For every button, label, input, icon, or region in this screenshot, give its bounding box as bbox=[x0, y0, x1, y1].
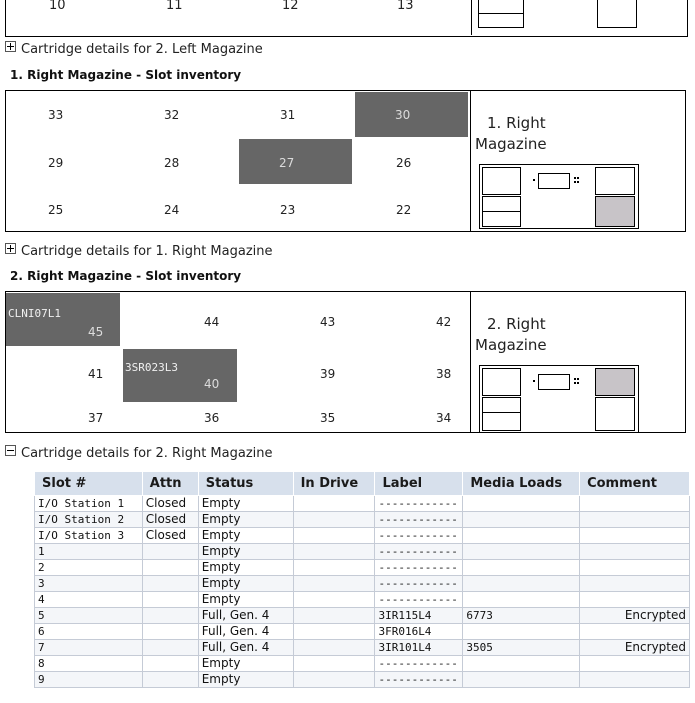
table-cell: Full, Gen. 4 bbox=[198, 640, 293, 656]
table-row bbox=[35, 560, 690, 576]
table-cell bbox=[463, 496, 580, 512]
table-cell: Empty bbox=[198, 528, 293, 544]
cartridge-label: CLNI07L1 bbox=[8, 307, 61, 320]
table-cell bbox=[580, 656, 690, 672]
table-cell bbox=[580, 544, 690, 560]
table-cell: 5 bbox=[35, 608, 143, 624]
table-row bbox=[35, 528, 690, 544]
drive-icon bbox=[538, 374, 570, 390]
table-cell bbox=[580, 576, 690, 592]
right-magazine-1-inventory bbox=[5, 90, 686, 232]
table-cell: ------------ bbox=[375, 512, 463, 528]
table-cell: Empty bbox=[198, 512, 293, 528]
cartridge-label: 3SR023L3 bbox=[125, 361, 178, 374]
slot-cell[interactable]: 33 bbox=[48, 108, 64, 122]
slot-number: 10 bbox=[49, 0, 66, 13]
table-cell: 4 bbox=[35, 592, 143, 608]
table-cell: Empty bbox=[198, 544, 293, 560]
table-cell bbox=[142, 592, 198, 608]
table-cell bbox=[463, 576, 580, 592]
table-cell: ------------ bbox=[375, 544, 463, 560]
slot-cell[interactable]: 29 bbox=[48, 156, 64, 170]
table-row bbox=[35, 544, 690, 560]
table-cell bbox=[142, 640, 198, 656]
column-header: Label bbox=[375, 472, 463, 496]
expand-icon[interactable] bbox=[5, 41, 16, 52]
magazine-diagram-slot-highlighted bbox=[595, 368, 635, 396]
table-cell: 9 bbox=[35, 672, 143, 688]
right-magazine-2-inventory bbox=[5, 291, 686, 433]
slot-cell[interactable]: 44 bbox=[204, 315, 220, 329]
table-cell: 8 bbox=[35, 656, 143, 672]
table-cell bbox=[580, 528, 690, 544]
table-cell bbox=[142, 656, 198, 672]
table-cell: Encrypted bbox=[580, 640, 690, 656]
slot-cell[interactable]: 34 bbox=[436, 411, 452, 425]
magazine-diagram bbox=[479, 164, 639, 229]
table-cell: 3IR101L4 bbox=[375, 640, 463, 656]
table-cell bbox=[580, 624, 690, 640]
column-header: Comment bbox=[580, 472, 690, 496]
magazine-diagram-slot bbox=[482, 397, 521, 431]
table-cell bbox=[293, 528, 375, 544]
slot-cell[interactable]: 38 bbox=[436, 367, 452, 381]
slot-cell[interactable]: 26 bbox=[396, 156, 412, 170]
magazine-graphic-slot bbox=[478, 0, 524, 28]
table-cell: Encrypted bbox=[580, 608, 690, 624]
table-cell: 3FR016L4 bbox=[375, 624, 463, 640]
table-row bbox=[35, 608, 690, 624]
slot-cell[interactable]: 23 bbox=[280, 203, 296, 217]
slot-cell[interactable]: 37 bbox=[88, 411, 104, 425]
slot-cell[interactable]: 31 bbox=[280, 108, 296, 122]
table-row bbox=[35, 672, 690, 688]
table-cell bbox=[293, 640, 375, 656]
table-cell bbox=[142, 624, 198, 640]
table-cell: I/O Station 1 bbox=[35, 496, 143, 512]
table-cell bbox=[293, 560, 375, 576]
table-cell bbox=[463, 672, 580, 688]
cartridge-details-toggle-right-2[interactable] bbox=[5, 445, 273, 461]
magazine-diagram-slot bbox=[482, 167, 521, 195]
slot-cell[interactable]: 24 bbox=[164, 203, 180, 217]
table-cell: Closed bbox=[142, 528, 198, 544]
table-cell bbox=[463, 544, 580, 560]
magazine-graphic-label: 1. Right Magazine bbox=[475, 114, 547, 153]
toggle-label: Cartridge details for 2. Left Magazine bbox=[21, 42, 263, 57]
inventory-title: 2. Right Magazine - Slot inventory bbox=[10, 269, 242, 283]
slot-cell-full[interactable]: 27 bbox=[239, 139, 352, 184]
table-cell: ------------ bbox=[375, 592, 463, 608]
column-header: Media Loads bbox=[463, 472, 580, 496]
table-cell: Full, Gen. 4 bbox=[198, 624, 293, 640]
magazine-graphic bbox=[470, 292, 687, 432]
table-cell: Empty bbox=[198, 592, 293, 608]
cartridge-details-table bbox=[34, 471, 690, 688]
table-cell: Empty bbox=[198, 496, 293, 512]
magazine-diagram-slot bbox=[595, 167, 635, 195]
column-header: Slot # bbox=[35, 472, 143, 496]
table-row bbox=[35, 512, 690, 528]
table-row bbox=[35, 624, 690, 640]
table-cell bbox=[293, 608, 375, 624]
table-cell: 6773 bbox=[463, 608, 580, 624]
table-cell: 1 bbox=[35, 544, 143, 560]
table-cell: Full, Gen. 4 bbox=[198, 608, 293, 624]
slot-cell[interactable]: 43 bbox=[320, 315, 336, 329]
table-cell bbox=[142, 672, 198, 688]
table-cell: ------------ bbox=[375, 496, 463, 512]
table-header-row bbox=[35, 472, 690, 496]
slot-cell-full[interactable]: CLNI07L1 45 bbox=[6, 293, 120, 346]
slot-cell[interactable]: 28 bbox=[164, 156, 180, 170]
table-cell bbox=[293, 496, 375, 512]
table-cell: ------------ bbox=[375, 528, 463, 544]
slot-cell-full[interactable]: 30 bbox=[355, 92, 468, 137]
slot-cell[interactable]: 39 bbox=[320, 367, 336, 381]
table-cell: 2 bbox=[35, 560, 143, 576]
table-cell bbox=[580, 592, 690, 608]
column-header: Status bbox=[198, 472, 293, 496]
table-cell bbox=[463, 528, 580, 544]
toggle-label: Cartridge details for 2. Right Magazine bbox=[21, 446, 273, 461]
table-cell bbox=[142, 608, 198, 624]
table-cell bbox=[142, 576, 198, 592]
magazine-graphic-label: 2. Right Magazine bbox=[475, 315, 547, 354]
table-cell: 3 bbox=[35, 576, 143, 592]
magazine-diagram-slot bbox=[595, 397, 635, 431]
slot-number: 13 bbox=[397, 0, 414, 13]
table-row bbox=[35, 576, 690, 592]
slot-cell[interactable]: 32 bbox=[164, 108, 180, 122]
table-cell bbox=[293, 672, 375, 688]
table-cell: ------------ bbox=[375, 560, 463, 576]
table-cell: Closed bbox=[142, 496, 198, 512]
cartridge-details-toggle-left-2[interactable] bbox=[5, 41, 263, 57]
table-cell bbox=[463, 624, 580, 640]
table-cell bbox=[142, 560, 198, 576]
table-cell bbox=[580, 672, 690, 688]
slot-number: 12 bbox=[282, 0, 299, 13]
table-cell bbox=[293, 656, 375, 672]
table-cell: ------------ bbox=[375, 576, 463, 592]
magazine-diagram-slot bbox=[482, 196, 521, 227]
table-cell bbox=[142, 544, 198, 560]
table-cell bbox=[463, 560, 580, 576]
magazine-graphic bbox=[470, 91, 687, 231]
table-cell: Empty bbox=[198, 560, 293, 576]
drive-icon bbox=[538, 173, 570, 189]
magazine-diagram-slot-highlighted bbox=[595, 196, 635, 227]
table-cell bbox=[580, 512, 690, 528]
collapse-icon[interactable] bbox=[5, 445, 16, 456]
slot-cell[interactable]: 36 bbox=[204, 411, 220, 425]
table-row bbox=[35, 656, 690, 672]
toggle-label: Cartridge details for 1. Right Magazine bbox=[21, 244, 273, 259]
table-cell bbox=[293, 624, 375, 640]
table-cell bbox=[463, 592, 580, 608]
slot-cell[interactable]: 41 bbox=[88, 367, 104, 381]
table-cell bbox=[463, 512, 580, 528]
table-cell: Empty bbox=[198, 656, 293, 672]
table-cell: I/O Station 3 bbox=[35, 528, 143, 544]
slot-cell-full[interactable]: 3SR023L3 40 bbox=[123, 349, 237, 402]
magazine-graphic-slot bbox=[597, 0, 637, 28]
magazine-graphic bbox=[471, 0, 686, 35]
table-row bbox=[35, 592, 690, 608]
table-cell: 3505 bbox=[463, 640, 580, 656]
slot-cell[interactable]: 25 bbox=[48, 203, 64, 217]
slot-cell[interactable]: 42 bbox=[436, 315, 452, 329]
column-header: Attn bbox=[142, 472, 198, 496]
table-cell bbox=[293, 576, 375, 592]
column-header: In Drive bbox=[293, 472, 375, 496]
cartridge-details-toggle-right-1[interactable] bbox=[5, 243, 273, 259]
table-cell: I/O Station 2 bbox=[35, 512, 143, 528]
table-row bbox=[35, 640, 690, 656]
table-cell bbox=[463, 656, 580, 672]
table-cell bbox=[580, 496, 690, 512]
table-row bbox=[35, 496, 690, 512]
table-cell bbox=[293, 592, 375, 608]
table-cell: 6 bbox=[35, 624, 143, 640]
table-cell: 3IR115L4 bbox=[375, 608, 463, 624]
magazine-diagram bbox=[479, 365, 639, 433]
table-cell: Empty bbox=[198, 576, 293, 592]
table-cell bbox=[293, 512, 375, 528]
inventory-title: 1. Right Magazine - Slot inventory bbox=[10, 68, 242, 82]
slot-number: 11 bbox=[166, 0, 183, 13]
table-cell: Empty bbox=[198, 672, 293, 688]
slot-cell[interactable]: 22 bbox=[396, 203, 412, 217]
table-cell: 7 bbox=[35, 640, 143, 656]
left-magazine-2-inventory-partial bbox=[5, 0, 688, 37]
table-cell bbox=[580, 560, 690, 576]
table-cell: ------------ bbox=[375, 672, 463, 688]
table-cell: ------------ bbox=[375, 656, 463, 672]
expand-icon[interactable] bbox=[5, 243, 16, 254]
table-cell: Closed bbox=[142, 512, 198, 528]
magazine-diagram-slot bbox=[482, 368, 521, 396]
table-cell bbox=[293, 544, 375, 560]
slot-cell[interactable]: 35 bbox=[320, 411, 336, 425]
